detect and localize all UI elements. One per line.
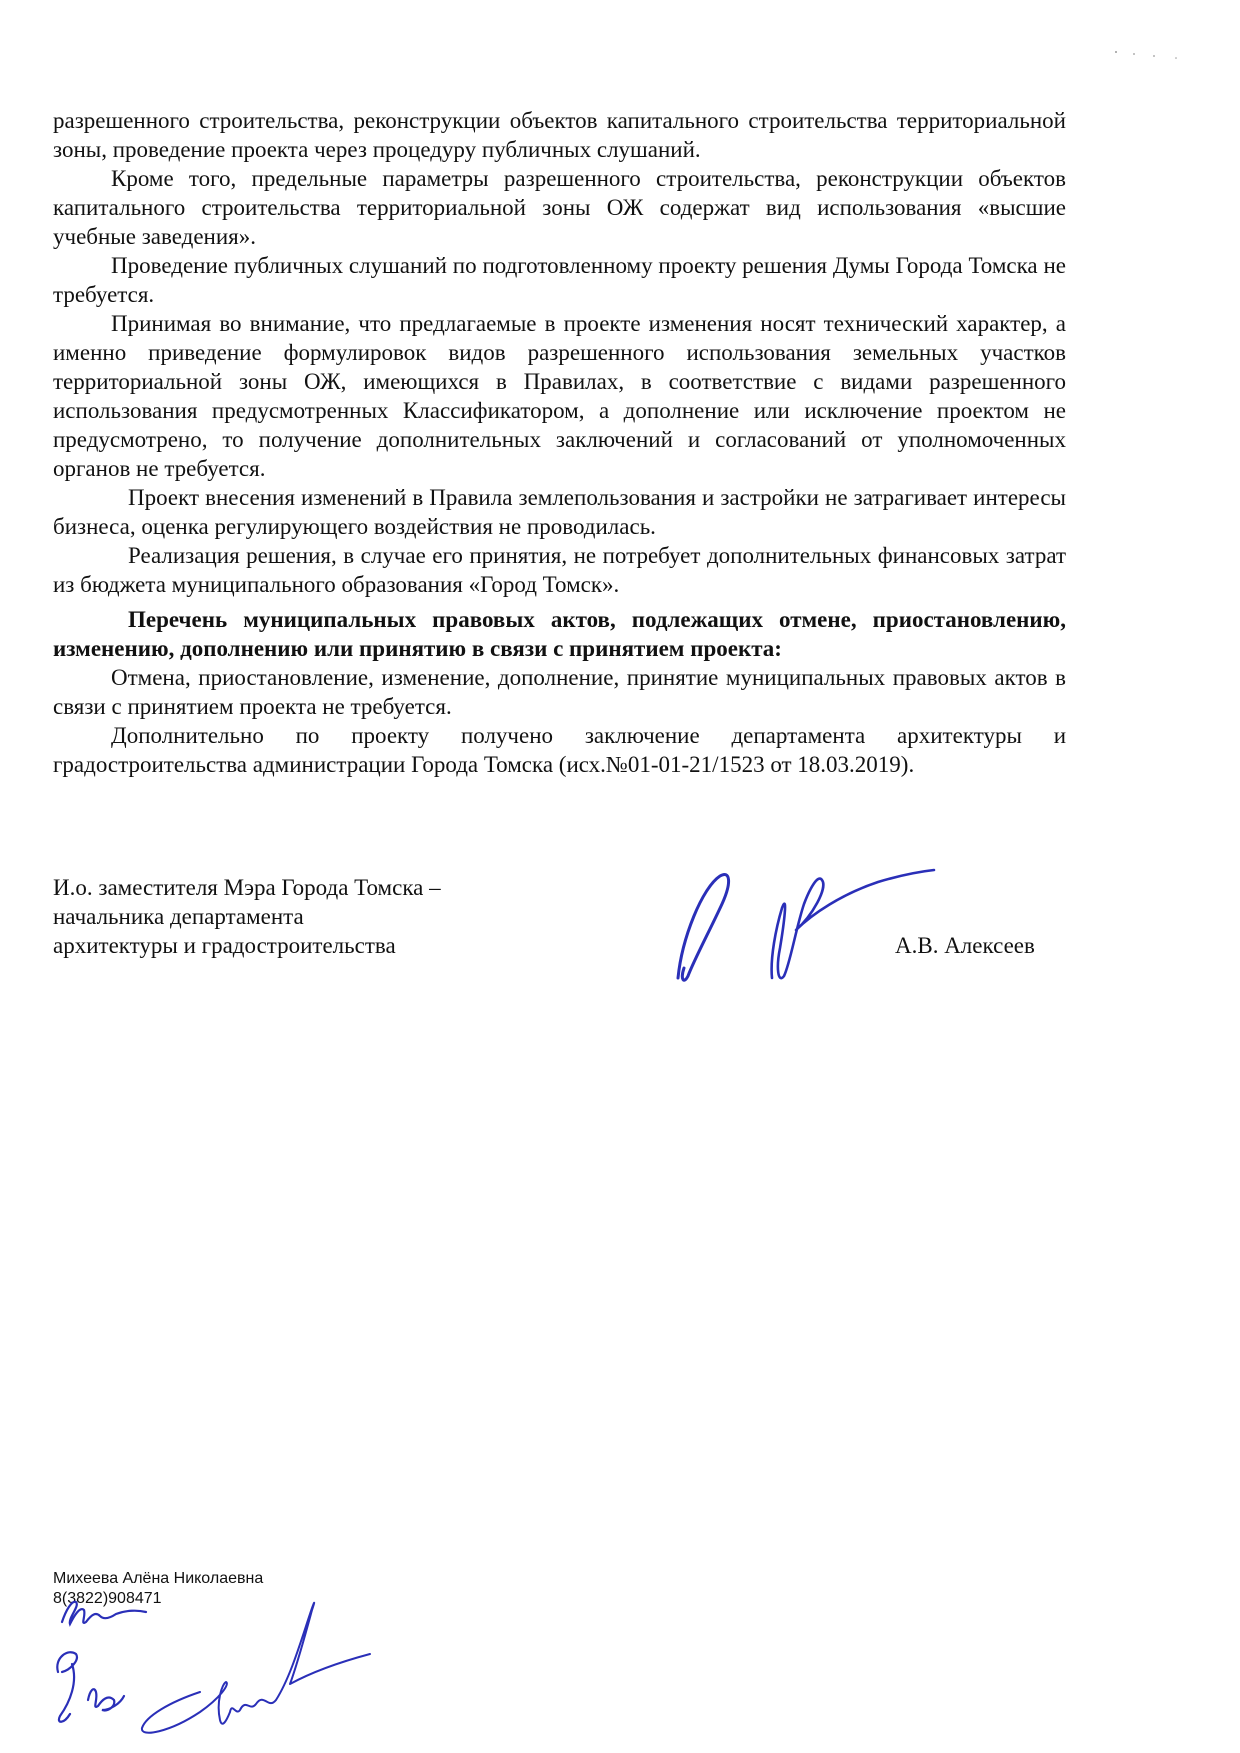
signatory-name: А.В. Алексеев — [895, 933, 1035, 958]
paragraph-public-hearings: Проведение публичных слушаний по подготовленному проекту решения Думы Города Томска не требуется. — [53, 253, 1066, 307]
paragraph-technical-changes: Принимая во внимание, что предлагаемые в проекте изменения носят технический характер, а именно приведение формулировок видов разрешенного использования земельных участков территориальной зоны ОЖ, имеющихся в Правилах, в соответствие с видами разрешенного использования предусмотренных Классификатором, а дополнение или исключение проектом не предусмотрено, то получение дополнительных заключений и согласований от уполномоченных органов не требуется. — [53, 311, 1066, 481]
paragraph-legal-acts: Отмена, приостановление, изменение, дополнение, принятие муниципальных правовых актов в связи с принятием проекта не требуется. — [53, 665, 1066, 719]
signatory-position — [53, 873, 441, 960]
scan-artifact-marks — [1110, 44, 1190, 64]
paragraph-additional-conclusion: Дополнительно по проекту получено заключение департамента архитектуры и градостроительства администрации Города Томска (исх.№01-01-21/1523 от 18.03.2019). — [53, 723, 1066, 777]
handwritten-signature — [672, 868, 952, 988]
signatory-position-line: архитектуры и градостроительства — [53, 933, 396, 958]
approval-initials — [50, 1592, 380, 1742]
section-heading-legal-acts: Перечень муниципальных правовых актов, подлежащих отмене, приостановлению, изменению, дополнению или принятию в связи с принятием проекта: — [53, 607, 1066, 661]
signatory-position-line: И.о. заместителя Мэра Города Томска – — [53, 875, 441, 900]
paragraph-continuation: разрешенного строительства, реконструкции объектов капитального строительства территориальной зоны, проведение проекта через процедуру публичных слушаний. — [53, 108, 1066, 162]
executor-name: Михеева Алёна Николаевна — [53, 1570, 264, 1587]
paragraph-financing: Реализация решения, в случае его принятия, не потребует дополнительных финансовых затрат из бюджета муниципального образования «Город Томск». — [53, 543, 1066, 597]
executor-phone: 8(3822)908471 — [53, 1590, 162, 1607]
paragraph-zone-parameters: Кроме того, предельные параметры разрешенного строительства, реконструкции объектов капитального строительства территориальной зоны ОЖ содержат вид использования «высшие учебные заведения». — [53, 166, 1066, 249]
signatory-position-line: начальника департамента — [53, 904, 304, 929]
paragraph-business-impact: Проект внесения изменений в Правила землепользования и застройки не затрагивает интересы бизнеса, оценка регулирующего воздействия не проводилась. — [53, 485, 1066, 539]
document-body — [53, 106, 1066, 779]
